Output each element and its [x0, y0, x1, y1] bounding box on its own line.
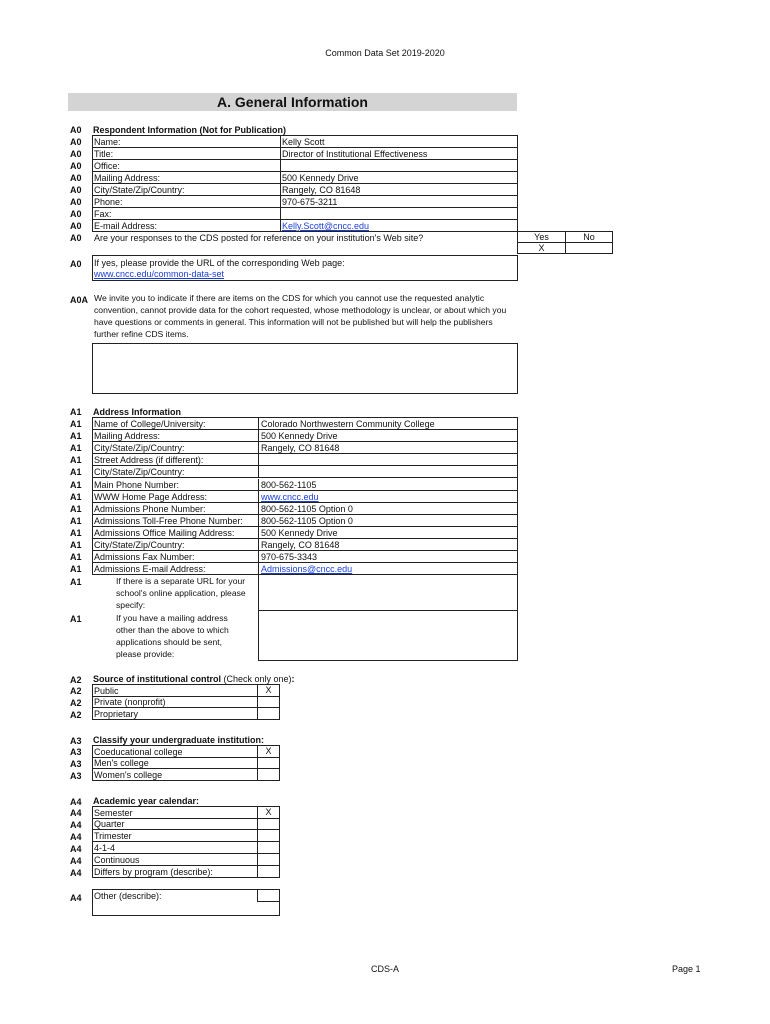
item-code: A1: [70, 407, 82, 417]
item-code: A2: [70, 698, 82, 708]
respondent-field-value[interactable]: Rangely, CO 81648: [280, 184, 517, 196]
a3-heading: Classify your undergraduate institution:: [93, 735, 265, 745]
mailing-other-value[interactable]: [258, 610, 518, 661]
page-header: Common Data Set 2019-2020: [325, 48, 445, 58]
address-field-label: Admissions Fax Number:: [93, 551, 259, 563]
item-code: A0: [70, 173, 82, 183]
no-checkbox[interactable]: [565, 242, 613, 254]
item-code: A2: [70, 686, 82, 696]
address-field-value[interactable]: Colorado Northwestern Community College: [258, 418, 517, 430]
address-field-label: Street Address (if different):: [93, 454, 259, 466]
address-field-value[interactable]: [258, 466, 517, 478]
url-question-text: If yes, please provide the URL of the corresponding Web page:: [94, 258, 345, 268]
a4-option-checkbox[interactable]: [257, 830, 280, 842]
a4-option-label: 4-1-4: [92, 842, 258, 854]
address-field-label: Mailing Address:: [93, 430, 259, 442]
item-code: A4: [70, 893, 82, 903]
item-code: A4: [70, 797, 82, 807]
address-field-label: Name of College/University:: [93, 418, 259, 430]
online-application-line: If there is a separate URL for your: [116, 576, 246, 586]
mailing-other-label: [116, 612, 258, 660]
a4-option-label: Quarter: [92, 818, 258, 830]
item-code: A4: [70, 820, 82, 830]
address-field-label: City/State/Zip/Country:: [93, 539, 259, 551]
online-application-label: [116, 575, 258, 611]
respondent-field-label: Office:: [93, 160, 281, 172]
web-posted-question: [93, 232, 518, 244]
respondent-field-value[interactable]: 500 Kennedy Drive: [280, 172, 517, 184]
a4-option-label: Differs by program (describe):: [92, 866, 258, 878]
a4-option-label: Semester: [92, 806, 258, 819]
a2-heading-rest: (Check only one): [221, 674, 292, 684]
item-code: A1: [70, 467, 82, 477]
a4-option-checkbox[interactable]: [257, 818, 280, 830]
item-code: A1: [70, 480, 82, 490]
item-code: A3: [70, 759, 82, 769]
item-code: A3: [70, 771, 82, 781]
item-code: A1: [70, 419, 82, 429]
item-code: A3: [70, 747, 82, 757]
address-field-value[interactable]: 800-562-1105 Option 0: [258, 515, 517, 527]
a4-heading: Academic year calendar:: [93, 796, 200, 806]
address-field-label: Admissions Office Mailing Address:: [93, 527, 259, 539]
address-field-label: Admissions E-mail Address:: [93, 563, 259, 575]
item-code: A4: [70, 856, 82, 866]
a4-option-checkbox[interactable]: X: [257, 806, 280, 819]
address-field-label: Admissions Toll-Free Phone Number:: [93, 515, 259, 527]
a2-heading-colon: :: [291, 674, 295, 684]
footer-section-label: CDS-A: [370, 964, 399, 974]
respondent-field-value[interactable]: Kelly Scott: [280, 136, 517, 148]
online-application-line: school's online application, please: [116, 588, 246, 598]
respondent-field-label: Mailing Address:: [93, 172, 281, 184]
footer-page-number: Page 1: [672, 964, 701, 974]
other-calendar-label: Other (describe):: [94, 891, 162, 901]
item-code: A3: [70, 736, 82, 746]
yes-checkbox[interactable]: X: [517, 242, 566, 254]
a4-option-label: Continuous: [92, 854, 258, 866]
a3-option-label: Coeducational college: [92, 745, 258, 758]
item-code: A0: [70, 185, 82, 195]
a4-option-checkbox[interactable]: [257, 854, 280, 866]
item-code: A1: [70, 431, 82, 441]
respondent-field-label: Fax:: [93, 208, 281, 220]
address-field-value[interactable]: 970-675-3343: [258, 551, 517, 563]
item-code: A1: [70, 455, 82, 465]
respondent-field-value[interactable]: 970-675-3211: [280, 196, 517, 208]
item-code: A2: [70, 675, 82, 685]
section-title: A. General Information: [68, 93, 517, 111]
a3-option-checkbox[interactable]: [257, 769, 280, 781]
item-code: A0: [70, 137, 82, 147]
a2-option-label: Public: [92, 684, 258, 697]
item-code: A1: [70, 443, 82, 453]
online-application-value[interactable]: [258, 574, 518, 611]
a0-heading: Respondent Information (Not for Publication): [93, 125, 286, 135]
respondent-field-label: Phone:: [93, 196, 281, 208]
respondent-email-link[interactable]: Kelly.Scott@cncc.edu: [280, 220, 517, 232]
url-question-box: [92, 255, 518, 281]
other-calendar-box: [92, 889, 280, 916]
mailing-other-line: please provide:: [116, 649, 175, 659]
item-code: A4: [70, 868, 82, 878]
item-code: A0: [70, 233, 82, 243]
address-field-value[interactable]: 800-562-1105: [258, 479, 517, 491]
a2-heading-bold: Source of institutional control: [93, 674, 221, 684]
a3-option-checkbox[interactable]: X: [257, 745, 280, 758]
address-field-value[interactable]: Rangely, CO 81648: [258, 442, 517, 454]
other-calendar-checkbox[interactable]: [257, 889, 280, 902]
item-code: A0A: [70, 295, 89, 305]
respondent-field-label: Title:: [93, 148, 281, 160]
item-code: A1: [70, 577, 82, 587]
respondent-field-label: E-mail Address:: [93, 220, 281, 232]
a4-option-checkbox[interactable]: [257, 866, 280, 878]
item-code: A2: [70, 710, 82, 720]
item-code: A0: [70, 125, 82, 135]
respondent-field-label: City/State/Zip/Country:: [93, 184, 281, 196]
a3-option-label: Women's college: [92, 769, 258, 781]
a4-option-checkbox[interactable]: [257, 842, 280, 854]
item-code: A0: [70, 149, 82, 159]
item-code: A1: [70, 540, 82, 550]
a3-option-label: Men's college: [92, 757, 258, 769]
a1-heading: Address Information: [93, 407, 182, 417]
item-code: A0: [70, 209, 82, 219]
address-field-value[interactable]: Rangely, CO 81648: [258, 539, 517, 551]
item-code: A0: [70, 259, 82, 269]
a2-option-checkbox[interactable]: [257, 708, 280, 720]
online-application-line: specify:: [116, 600, 146, 610]
item-code: A1: [70, 492, 82, 502]
item-code: A1: [70, 504, 82, 514]
mailing-other-line: If you have a mailing address: [116, 613, 228, 623]
item-code: A0: [70, 221, 82, 231]
yes-header: Yes: [517, 231, 566, 243]
a0a-paragraph: We invite you to indicate if there are items on the CDS for which you cannot use the requested analytic convention, cannot provide data for the cohort requested, whose methodology is unclear, or about which you have questions or comments in general. This information will not be published but will help the publishers further refine CDS items.: [94, 293, 507, 339]
address-field-value[interactable]: 500 Kennedy Drive: [258, 527, 517, 539]
cds-web-url-link[interactable]: www.cncc.edu/common-data-set: [94, 269, 225, 279]
mailing-other-line: applications should be sent,: [116, 637, 223, 647]
a2-option-label: Proprietary: [92, 708, 258, 720]
a4-option-label: Trimester: [92, 830, 258, 842]
item-code: A4: [70, 844, 82, 854]
a0a-response-box[interactable]: [92, 343, 518, 394]
address-link[interactable]: www.cncc.edu: [258, 491, 517, 503]
address-field-label: WWW Home Page Address:: [93, 491, 259, 503]
respondent-field-label: Name:: [93, 136, 281, 148]
no-header: No: [565, 231, 613, 243]
address-link[interactable]: Admissions@cncc.edu: [258, 563, 517, 575]
item-code: A4: [70, 832, 82, 842]
web-posted-question-text: Are your responses to the CDS posted for reference on your institution's Web site?: [94, 233, 424, 243]
address-field-label: City/State/Zip/Country:: [93, 442, 259, 454]
a2-option-checkbox[interactable]: X: [257, 684, 280, 697]
address-field-label: City/State/Zip/Country:: [93, 466, 259, 478]
item-code: A1: [70, 528, 82, 538]
item-code: A1: [70, 614, 82, 624]
item-code: A4: [70, 808, 82, 818]
respondent-field-value[interactable]: Director of Institutional Effectiveness: [280, 148, 517, 160]
respondent-field-value[interactable]: [280, 208, 517, 220]
item-code: A0: [70, 161, 82, 171]
a3-option-checkbox[interactable]: [257, 757, 280, 769]
a2-option-checkbox[interactable]: [257, 696, 280, 708]
item-code: A1: [70, 564, 82, 574]
address-field-value[interactable]: 500 Kennedy Drive: [258, 430, 517, 442]
address-field-label: Main Phone Number:: [93, 479, 259, 491]
item-code: A1: [70, 516, 82, 526]
respondent-field-value[interactable]: [280, 160, 517, 172]
a2-option-label: Private (nonprofit): [92, 696, 258, 708]
item-code: A1: [70, 552, 82, 562]
address-field-value[interactable]: [258, 454, 517, 466]
address-field-value[interactable]: 800-562-1105 Option 0: [258, 503, 517, 515]
item-code: A0: [70, 197, 82, 207]
mailing-other-line: other than the above to which: [116, 625, 229, 635]
address-field-label: Admissions Phone Number:: [93, 503, 259, 515]
